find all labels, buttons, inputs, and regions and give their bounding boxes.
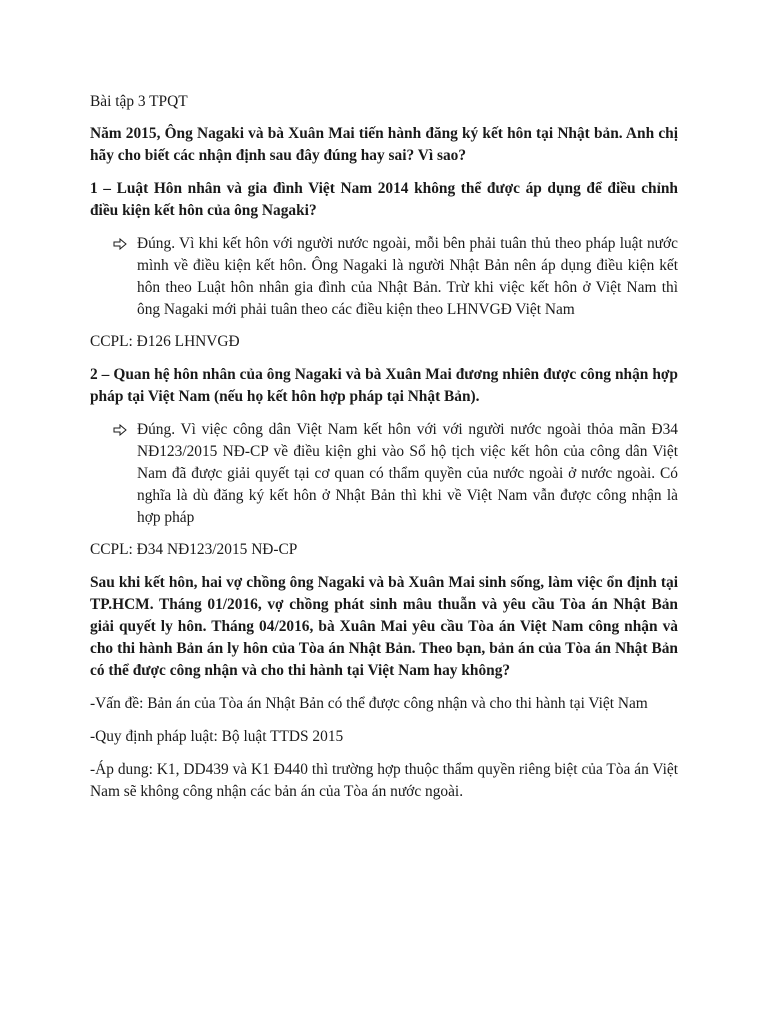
regulation-paragraph: -Quy định pháp luật: Bộ luật TTDS 2015 — [90, 728, 344, 745]
application-paragraph: -Áp dung: K1, DD439 và K1 Đ440 thì trường hợp thuộc thẩm quyền riêng biệt của Tòa án Việt Nam sẽ không công nhận các bản án của Tòa án nước ngoài. — [90, 761, 678, 800]
answer-1-text: Đúng. Vì khi kết hôn với người nước ngoài, mỗi bên phải tuân thủ theo pháp luật nước mình về điều kiện kết hôn. Ông Nagaki là người Nhật Bản nên áp dụng điều kiện kết hôn theo Luật hôn nhân gia đình của Nhật Bản. Trừ khi việc kết hôn ở Việt Nam thì ông Nagaki mới phải tuân theo các điều kiện theo LHNVGĐ Việt Nam — [137, 235, 678, 318]
arrow-right-outline-icon — [113, 238, 127, 250]
document-title: Bài tập 3 TPQT — [90, 93, 188, 110]
question-3: Sau khi kết hôn, hai vợ chồng ông Nagaki và bà Xuân Mai sinh sống, làm việc ổn định tại TP.HCM. Tháng 01/2016, vợ chồng phát sinh mâu thuẫn và yêu cầu Tòa án Nhật Bản giải quyết ly hôn. Tháng 04/2016, bà Xuân Mai yêu cầu Tòa án Việt Nam công nhận và cho thi hành Bản án ly hôn của Tòa án Nhật Bản. Theo bạn, bản án của Tòa án Nhật Bản có thể được công nhận và cho thi hành tại Việt Nam hay không? — [90, 574, 678, 679]
issue-paragraph: -Vấn đề: Bản án của Tòa án Nhật Bản có thể được công nhận và cho thi hành tại Việt Nam — [90, 695, 648, 712]
legal-basis-2: CCPL: Đ34 NĐ123/2015 NĐ-CP — [90, 541, 298, 558]
legal-basis-1: CCPL: Đ126 LHNVGĐ — [90, 333, 240, 350]
document-page — [90, 91, 678, 814]
question-2: 2 – Quan hệ hôn nhân của ông Nagaki và bà Xuân Mai đương nhiên được công nhận hợp pháp tại Việt Nam (nếu họ kết hôn hợp pháp tại Nhật Bản). — [90, 366, 678, 405]
question-1: 1 – Luật Hôn nhân và gia đình Việt Nam 2014 không thể được áp dụng để điều chỉnh điều kiện kết hôn của ông Nagaki? — [90, 180, 678, 219]
answer-2-bullet — [90, 419, 678, 529]
arrow-right-outline-icon — [113, 424, 127, 436]
intro-paragraph: Năm 2015, Ông Nagaki và bà Xuân Mai tiến hành đăng ký kết hôn tại Nhật bản. Anh chị hãy cho biết các nhận định sau đây đúng hay sai? Vì sao? — [90, 125, 678, 164]
answer-2-text: Đúng. Vì việc công dân Việt Nam kết hôn với với người nước ngoài thỏa mãn Đ34 NĐ123/2015 NĐ-CP về điều kiện ghi vào Sổ hộ tịch việc kết hôn của công dân Việt Nam đã được giải quyết tại cơ quan có thẩm quyền của nước ngoài ở nước ngoài. Có nghĩa là dù đăng ký kết hôn ở Nhật Bản thì khi về Việt Nam vẫn được công nhận là hợp pháp — [137, 421, 678, 526]
answer-1-bullet — [90, 233, 678, 321]
